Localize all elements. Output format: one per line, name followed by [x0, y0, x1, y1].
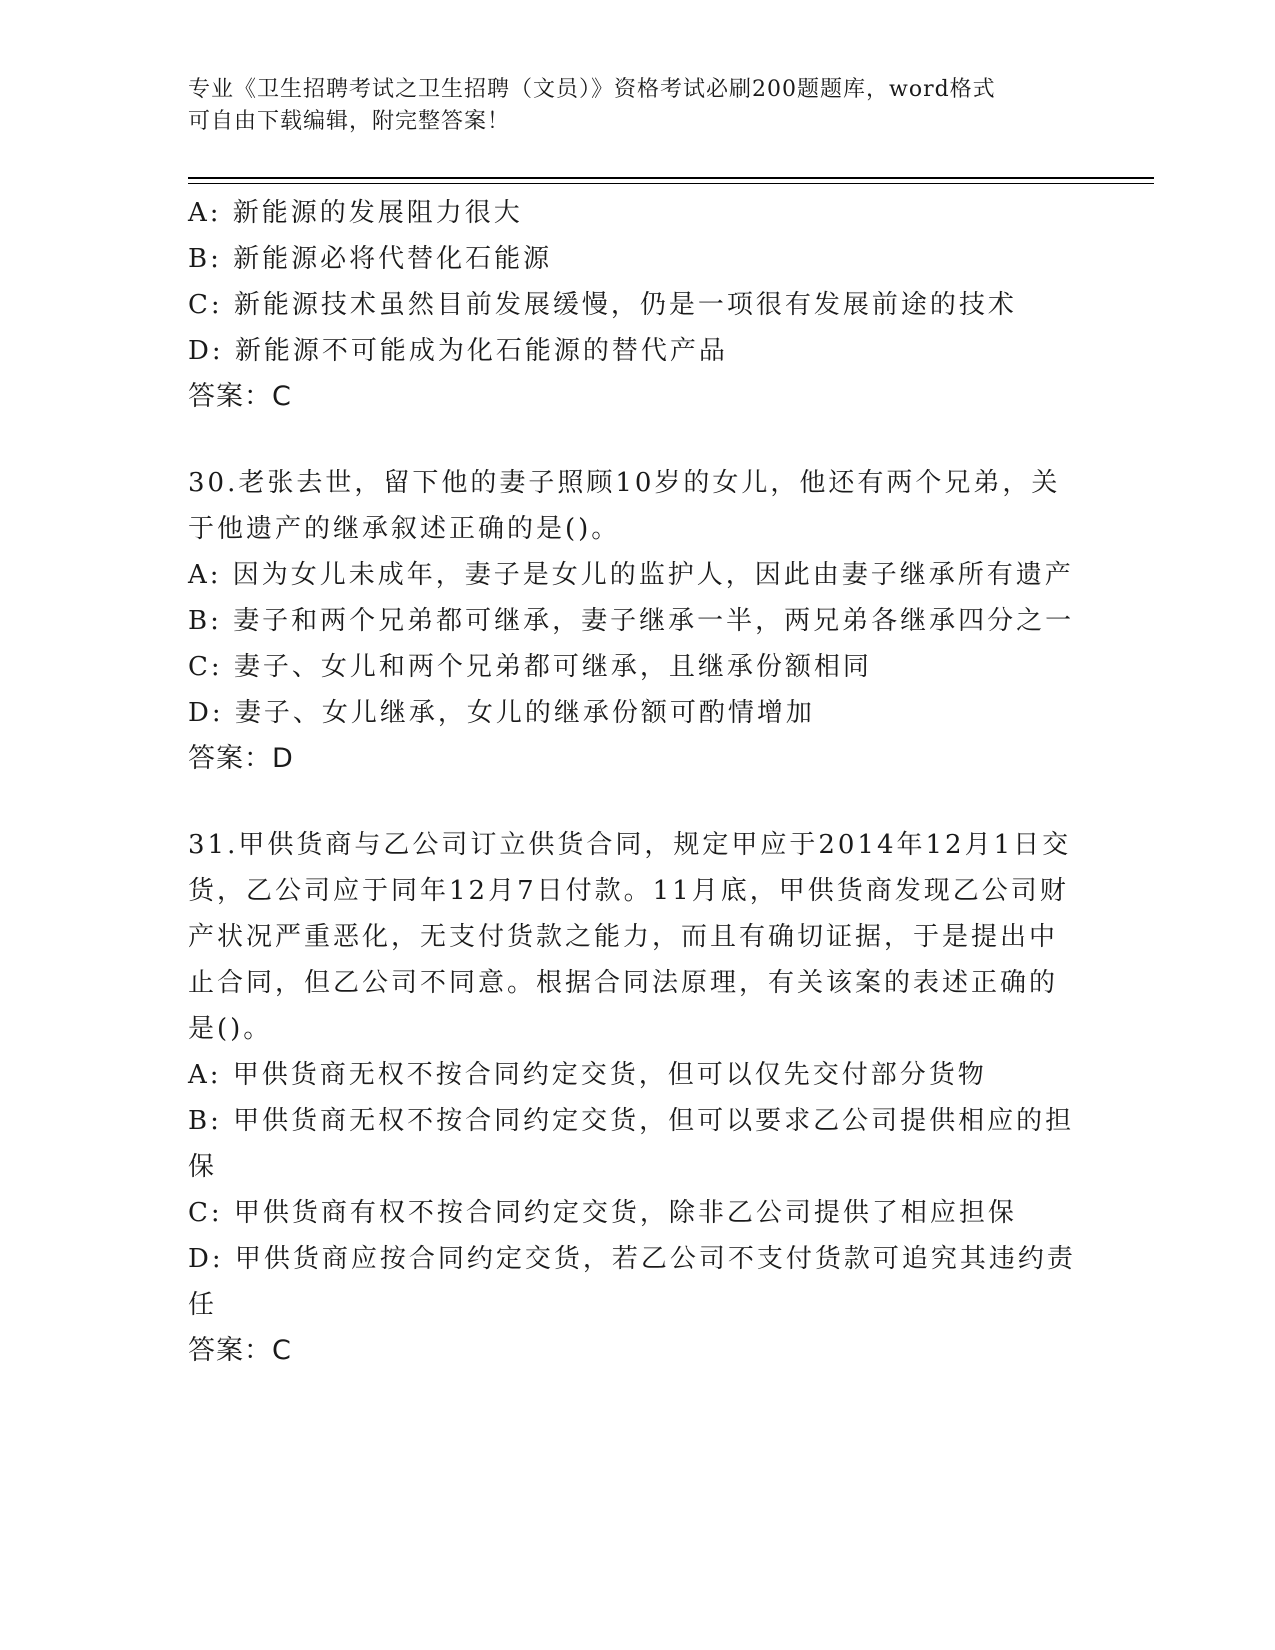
option-d: D: 甲供货商应按合同约定交货，若乙公司不支付货款可追究其违约责 — [188, 1244, 1076, 1274]
option-b: B: 新能源必将代替化石能源 — [188, 244, 553, 274]
answer: 答案：C — [188, 381, 292, 412]
document-body — [188, 190, 1083, 1374]
question-29 — [188, 190, 1083, 420]
option-a: A: 新能源的发展阻力很大 — [188, 198, 523, 228]
header-rule-thick — [188, 177, 1154, 179]
option-d: D: 新能源不可能成为化石能源的替代产品 — [188, 336, 728, 366]
option-c: C: 妻子、女儿和两个兄弟都可继承，且继承份额相同 — [188, 652, 872, 682]
question-text-line: 货，乙公司应于同年12月7日付款。11月底，甲供货商发现乙公司财 — [188, 876, 1069, 906]
option-b-continued: 保 — [188, 1152, 218, 1182]
option-a: A: 甲供货商无权不按合同约定交货，但可以仅先交付部分货物 — [188, 1060, 987, 1090]
option-d: D: 妻子、女儿继承，女儿的继承份额可酌情增加 — [188, 698, 815, 728]
option-a: A: 因为女儿未成年，妻子是女儿的监护人，因此由妻子继承所有遗产 — [188, 560, 1074, 590]
question-text-line: 31.甲供货商与乙公司订立供货合同，规定甲应于2014年12月1日交 — [188, 830, 1072, 860]
spacer — [188, 420, 1083, 460]
header-rule-thin — [188, 183, 1154, 184]
document-header — [188, 74, 1068, 138]
option-b: B: 甲供货商无权不按合同约定交货，但可以要求乙公司提供相应的担 — [188, 1106, 1075, 1136]
question-31 — [188, 822, 1083, 1374]
question-text-line: 30.老张去世，留下他的妻子照顾10岁的女儿，他还有两个兄弟，关 — [188, 468, 1061, 498]
option-c: C: 新能源技术虽然目前发展缓慢，仍是一项很有发展前途的技术 — [188, 290, 1017, 320]
question-text-line: 止合同，但乙公司不同意。根据合同法原理，有关该案的表述正确的 — [188, 968, 1059, 998]
question-30 — [188, 460, 1083, 782]
header-line-2: 可自由下载编辑，附完整答案！ — [188, 109, 511, 134]
question-text-line: 是()。 — [188, 1014, 273, 1044]
option-c: C: 甲供货商有权不按合同约定交货，除非乙公司提供了相应担保 — [188, 1198, 1017, 1228]
option-d-continued: 任 — [188, 1290, 218, 1320]
answer: 答案：C — [188, 1335, 292, 1366]
question-text-line: 产状况严重恶化，无支付货款之能力，而且有确切证据，于是提出中 — [188, 922, 1059, 952]
header-line-1: 专业《卫生招聘考试之卫生招聘（文员）》资格考试必刷200题题库，word格式 — [188, 77, 996, 102]
question-text-line: 于他遗产的继承叙述正确的是()。 — [188, 514, 621, 544]
answer: 答案：D — [188, 743, 294, 774]
option-b: B: 妻子和两个兄弟都可继承，妻子继承一半，两兄弟各继承四分之一 — [188, 606, 1075, 636]
spacer — [188, 782, 1083, 822]
